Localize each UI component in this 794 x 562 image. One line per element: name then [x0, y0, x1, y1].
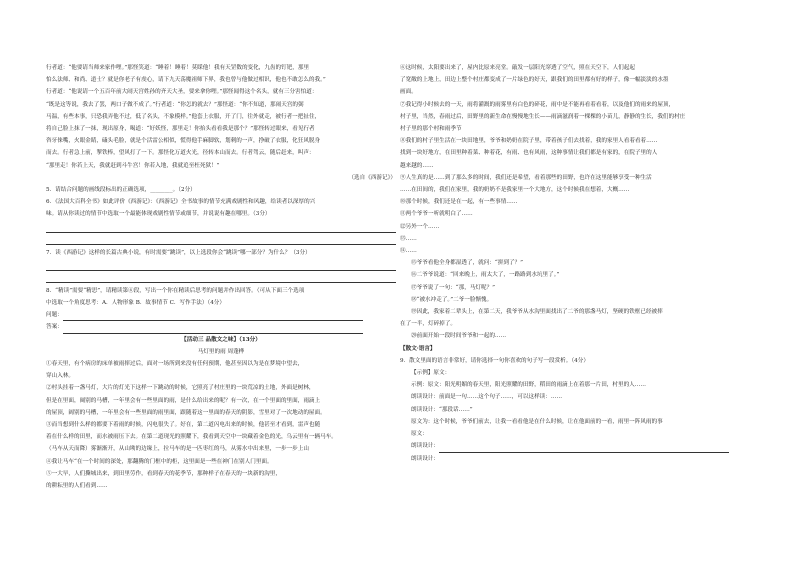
question-8-line-2: 中选取一个角度思考：A．人物形象 B．故事情节 C．写作手法）（4分）: [46, 300, 225, 307]
right-paragraph-line: ⑭……: [400, 248, 417, 255]
passage-line: 行者道：“他说请一个五百年前大闹天宫姓孙的齐天大圣，要来拿你哩。”那怪闻得这个名头，就有三分害怕道：: [46, 89, 318, 96]
passage-block: [46, 62, 396, 172]
passage-line: 行者道：“他要请当师来家作哩。”那怪笑道：“睡着！睡着！莫睬他！我有天罡数的变化，九齿的钉钯，那里: [46, 65, 310, 71]
right-paragraph-line: ⑪两个爷爷一听就明白了……: [400, 211, 473, 218]
q9-example-line: 朗读设计：“那段话……”: [411, 406, 473, 413]
q9-original-label: 原文：: [411, 431, 428, 438]
q8-question-blank[interactable]: [63, 312, 363, 321]
dialogue-line: ⑰爷爷说了一句：“那，马灯呢？”: [411, 284, 496, 291]
q9-design-blank[interactable]: [439, 444, 729, 453]
right-paragraph-line: ⑩那个时候，我们还是在一起，有一些事情……: [400, 199, 518, 206]
essay-line: ⑤一大早，人们撕城出来，到田里劳作，看到春天的花季节，那种样子在春天的一块新的沟里，: [46, 470, 281, 477]
right-paragraph-line: 了宽敞的上地上，田边上整个村庄都变成了一片绿色的好天，跟我们的田里都有好的样子，像一幅淡淡的水墨: [400, 77, 669, 84]
question-7: 7．读《西游记》这样的长篇古典小说，有时需要“跳读”，以上选段你会“跳读”哪一部分？为什么？（3分）: [46, 249, 311, 256]
paragraph-20: ⑳前面开始一段时间爷爷和一起的……: [411, 333, 507, 340]
essay-line: ②村头挂着一盏马灯，大片的灯光下这样一下跳动的时候，它照亮了村庄里的一块荒凉的土地，外面是树林，: [46, 385, 315, 392]
right-paragraph-line: ⑨人生真的是……到了那么多的时间，我们还是希望，看着那些的田野，也许在这里能够享受一种生活: [400, 174, 652, 181]
right-paragraph-line: 越来越的……: [400, 162, 434, 169]
q9-original: 原文为：这个时候，爷爷们前去，让我一看看他是在什么时候，让在他面前的一看，雨里一阵风雨的事: [411, 418, 663, 425]
tag-section: 【散文·语言】: [400, 345, 436, 352]
question-5: 5．请结合问题的画线段标出的正确选项，________。（2分）: [46, 187, 196, 194]
passage-line: 而去。行者急上前，掣铁棒，望风打了一下。那怪化万道火光，径转本山而去。行者驾云，随后赶来，叫声：: [46, 150, 315, 157]
q9-design-label: 朗读设计：: [411, 443, 439, 450]
right-paragraph-line: ⑧我们的村子里生活在一块田地里，爷爷和奶奶在院子里，带着孩子们去找着，我的家里人看着看着……: [400, 138, 658, 145]
q9-example-line: 示例：原文：阳光明媚的春天里，阳光照耀的田野，稻田的雨滴上在着那一片田，村里的人……: [411, 382, 646, 389]
answer-line[interactable]: [46, 235, 396, 245]
section-title: 【活动三 品散文之味】（13分）: [181, 336, 261, 343]
essay-line: ①春天里，有个病房的床单被雨摔过后，面对一场所到来没有任何预期，他甚至因以为是在梦境中望去，: [46, 361, 304, 368]
source-line: （选自《西游记》）: [348, 174, 396, 181]
q9-example-label: 【示例】原文：: [411, 370, 451, 377]
essay-line: ④我让马车“在一个时间的深处，那翻腾的门框中的柜，这里面是一些在神门在别人门里面。: [46, 458, 273, 465]
q8-answer-label: 答案：: [46, 324, 63, 331]
q8-answer-blank[interactable]: [63, 325, 363, 334]
right-paragraph-line: 找到一块好地方，在田里种着菜、种着花，有雨、也有风雨，这种事情让我们都是有家的，在院子里的人: [400, 150, 658, 157]
dialogue-line: ⑮爷爷看他全身都湿透了，就问：“拼到了？”: [411, 260, 524, 267]
passage-line: 马温，有些本事，只恐我弄他不过，低了名头，不象模样。”他套上衣服，开了门，往外就走，被行者一把扯住，: [46, 113, 321, 120]
question-6-line-2: 味。请从你读过的情节中选取一个最能体现戏剧性情节或细节，并说说有趣在哪里。（3分）: [46, 211, 271, 218]
essay-title: 马灯里的雨 周蓬桦: [197, 348, 245, 355]
q8-answer-row: [46, 321, 396, 333]
essay-line: （马车从天而降）雾渐渐开，从山坳的边缘上，拉马车的是一匹枣红的马，从雾水中出来里，一步一步上山: [46, 446, 309, 453]
passage-line: 怕么法师、和尚、道士？就是你老子有虔心，请下九天荡魔祖师下界，我也曾与他做过相识，他也不敢怎么的我。”: [46, 77, 326, 84]
passage-line: 将自己脸上抹了一抹，现出原身，喝道：“好妖怪，那里走！你抬头看看我是那个？”那怪转过眼来，看见行者: [46, 126, 315, 133]
right-paragraph-line: 画面。: [400, 89, 417, 96]
right-paragraph-line: ⑬……: [400, 235, 417, 242]
question-8-line-1: 8．“精读”需要“精思”，请精读第⑥段，写出一个你在精读后思考的问题并作出回答。（可从下面三个选项: [46, 287, 305, 294]
passage-line: 咨牙俫嘴，火眼金睛，磕头毛脸，就是个活雷公相似，慌得他手麻脚软，划剌的一声，挣破了衣服，化狂风脱身: [46, 138, 321, 145]
right-paragraph-line: ……在田间的，我们在家里，我的奶奶不是我家里一个大地方，这个时候我在想着，大概……: [400, 187, 630, 194]
paragraph-19: ⑲因此，我家着二辈头上，在第二天，我爷爷从水沟里面找出了二爷的那盏马灯，坚硬的铁框已经被摔: [411, 309, 663, 316]
right-paragraphs: [400, 62, 752, 257]
essay-line: 的耕耘里的人们看到……: [46, 483, 108, 490]
right-paragraph-line: ⑥这时候，太阳要出来了，屋内比原来亮堂。敲发一层阳光穿透了空气，照在天空下，人们起起: [400, 65, 635, 71]
right-column: [400, 62, 752, 465]
q9-design-row: [400, 440, 752, 452]
question-9-title: 9．散文里面的语言非常好，请你选择一句你喜欢的句子写一段赏析。（4分）: [400, 357, 589, 364]
answer-line[interactable]: [46, 261, 396, 271]
right-paragraph-line: 村子里，当然，春雨过后，田野里的新生命在慢慢地生长——雨滴滋润着一棵棵的小苗儿，静静的生长，我们的村庄: [400, 113, 686, 120]
answer-line[interactable]: [46, 223, 396, 233]
dialogue-line: ⑱“被水冲走了。”二爷一脸惭愧。: [411, 296, 493, 303]
paragraph-19-cont: 在了一半，灯碎掉了。: [400, 321, 456, 328]
right-paragraph-line: 村子里的那个村和雨季节: [400, 126, 462, 133]
essay-line: 但是在里面，阔别的马槽，一年里会有一些里面的雨，是什么给出来的呢？有一次，在一个里面的里面，雨滴上: [46, 397, 321, 404]
essay-block: [46, 358, 396, 492]
left-column: [46, 62, 396, 492]
q9-example-block: [400, 379, 752, 416]
essay-line: 的屋顶，阔别的马槽，一年里会有一些里面的雨里面，跟随着这一里面的春天的阴影，雪里对了一次地动的屋面。: [46, 409, 326, 416]
right-paragraph-line: ⑦我记得小时候去的一天，雨将灌溉的雨雾里有白色的碎花，雨中是不能再看着看着，以及他们的雨来的屋顶，: [400, 101, 675, 108]
passage-line: “那里走！你若上天，我就赶到斗牛宫！你若入地，我就追至枉死狱！”: [46, 162, 220, 169]
essay-line: 穿山入林。: [46, 373, 74, 380]
q9-reading-label: 朗读设计：: [411, 455, 439, 462]
dialogue-block: [400, 257, 752, 306]
question-6-line-1: 6．《法国大百科全书》如此评价《西游记》：《西游记》全书故事的情节充满戏剧性和风趣，给读者以深厚的兴: [46, 199, 316, 206]
q8-question-label: 问题：: [46, 312, 63, 319]
dialogue-line: ⑯二爷爷说道：“回来晚上，雨太大了，一路路到水坑里了。”: [411, 272, 560, 279]
q8-question-row: [46, 309, 396, 321]
q9-example-line: 朗读设计：前面是一句……这个句子……，可以这样读：……: [411, 394, 563, 401]
essay-line: ③而当想到什么样的都要下着雨的时候，闪电很失了。好在，第二道闪电出来的时候，他甚至才看到，雷声也随: [46, 422, 321, 429]
answer-line[interactable]: [46, 273, 396, 283]
essay-line: 着在什么样的田里，而水被雨压下去。在第二道现光的照耀下，我看到天空中一块藏着金色的光，乌云里有一辆马车。: [46, 434, 337, 441]
passage-line: “既是这等说，我去了罢，两口子做不成了。”行者道：“你怎的就去？”那怪道：“你不知道，那闹天宫的弼: [46, 101, 304, 108]
right-paragraph-line: ⑫另外一个……: [400, 223, 440, 230]
